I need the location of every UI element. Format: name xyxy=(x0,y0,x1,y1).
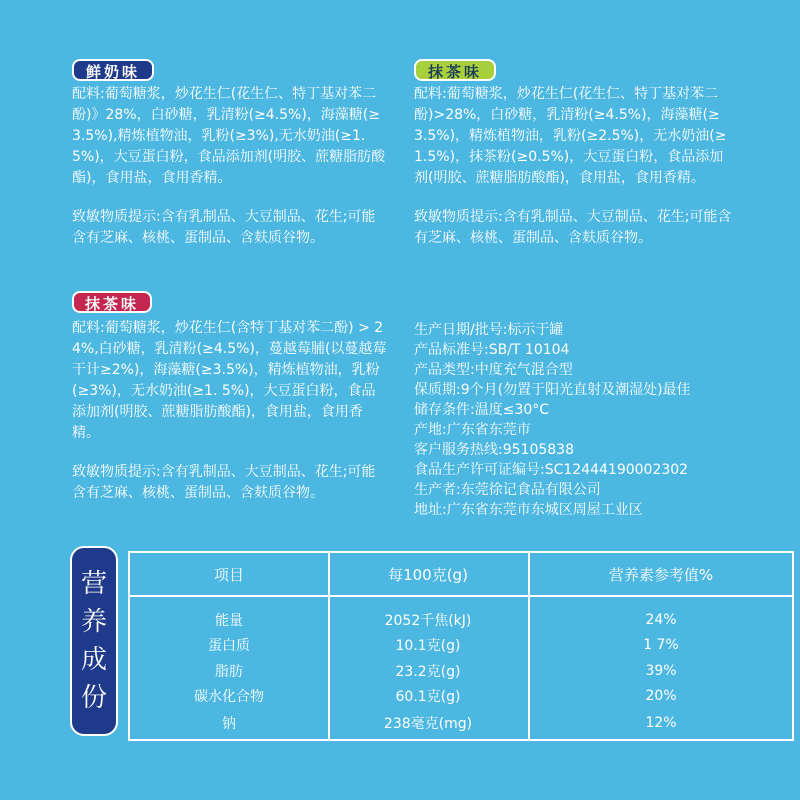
matcha-green-allergen: 致敏物质提示:含有乳制品、大豆制品、花生;可能含有芝麻、核桃、蛋制品、含麸质谷物。 xyxy=(414,209,732,246)
fresh-milk-ingredients: 配料:葡萄糖浆，炒花生仁(花生仁、特丁基对苯二酚)》28%，白砂糖，乳清粉(≥4.5%)，海藻糖(≥3.5%),精炼植物油，乳粉(≥3%),无水奶油(≥1.5%)，大豆蛋白粉，食品添加剂(明胶、蔗糖脂肪酸酯)，食用盐，食用香精。 xyxy=(72,86,386,186)
nutrient-name: 能量 xyxy=(215,613,243,629)
matcha-red-allergen: 致敏物质提示:含有乳制品、大豆制品、花生;可能含有芝麻、核桃、蛋制品、含麸质谷物。 xyxy=(72,464,376,501)
matcha-green-text-block xyxy=(414,84,732,249)
fresh-milk-allergen: 致敏物质提示:含有乳制品、大豆制品、花生;可能含有芝麻、核桃、蛋制品、含麸质谷物。 xyxy=(72,209,376,246)
production-date: 生产日期/批号:标示于罐 xyxy=(414,322,564,338)
nutrient-nrv: 39% xyxy=(645,663,677,679)
nutrient-per100: 10.1克(g) xyxy=(395,638,461,654)
nutrition-label-char: 份 xyxy=(80,683,107,713)
nutrition-label-char: 养 xyxy=(80,607,107,637)
address: 地址:广东省东莞市东城区周屋工业区 xyxy=(414,502,643,518)
flavor-badge-fresh-milk: 鲜奶味 xyxy=(72,59,154,81)
storage-conditions: 储存条件:温度≤30°C xyxy=(414,402,550,418)
nutrient-name: 钠 xyxy=(222,716,236,732)
nutrient-per100: 238毫克(mg) xyxy=(383,716,473,732)
shelf-life: 保质期:9个月(勿置于阳光直射及潮湿处)最佳 xyxy=(414,382,691,398)
nutrient-nrv: 12% xyxy=(645,715,677,731)
matcha-red-ingredients: 配料:葡萄糖浆，炒花生仁(含特丁基对苯二酚) > 24%,白砂糖，乳清粉(≥4.5%)，蔓越莓脯(以蔓越莓干计≥2%)，海藻糖(≥3.5%)，精炼植物油，乳粉(≥3%)，无水奶油(≥1. 5%)，大豆蛋白粉，食品添加剂(明胶、蔗糖脂肪酸酯)，食用盐，食用香精。 xyxy=(72,320,387,441)
nutrient-nrv: 24% xyxy=(645,612,677,628)
fresh-milk-text-block xyxy=(72,84,388,249)
header-nrv: 营养素参考值% xyxy=(608,566,714,584)
customer-hotline: 客户服务热线:95105838 xyxy=(414,442,574,458)
production-license: 食品生产许可证编号:SC12444190002302 xyxy=(414,462,689,478)
flavor-badge-matcha-green: 抹茶味 xyxy=(414,59,496,81)
matcha-red-text-block xyxy=(72,318,388,504)
header-per100: 每100克(g) xyxy=(388,566,468,584)
origin: 产地:广东省东莞市 xyxy=(414,422,531,438)
nutrition-label xyxy=(70,546,118,736)
nutrient-name: 脂肪 xyxy=(215,664,243,680)
product-type: 产品类型:中度充气混合型 xyxy=(414,362,573,378)
nutrition-label-char: 营 xyxy=(80,569,107,599)
product-standard: 产品标准号:SB/T 10104 xyxy=(414,342,570,358)
nutrition-table-header xyxy=(130,553,792,597)
header-item: 项目 xyxy=(213,566,244,584)
nutrient-name: 蛋白质 xyxy=(208,638,250,654)
nutrient-name: 碳水化合物 xyxy=(194,689,264,705)
producer: 生产者:东莞徐记食品有限公司 xyxy=(414,482,601,498)
nutrition-table xyxy=(128,551,794,741)
nutrition-label-char: 成 xyxy=(80,645,107,675)
product-info-block xyxy=(414,320,784,520)
nutrient-per100: 2052千焦(kJ) xyxy=(384,613,472,629)
nutrient-nrv: 1 7% xyxy=(643,637,679,653)
nutrient-per100: 23.2克(g) xyxy=(395,664,461,680)
flavor-badge-matcha-red: 抹茶味 xyxy=(72,291,152,313)
nutrient-per100: 60.1克(g) xyxy=(395,689,461,705)
matcha-green-ingredients: 配料:葡萄糖浆，炒花生仁(花生仁、特丁基对苯二酚)>28%，白砂糖，乳清粉(≥4.5%)，海藻糖(≥3.5%)，精炼植物油，乳粉(≥2.5%)，无水奶油(≥1.5%)，抹茶粉(≥0.5%)，大豆蛋白粉，食品添加剂(明胶、蔗糖脂肪酸酯)，食用盐，食用香精。 xyxy=(414,86,727,186)
nutrient-nrv: 20% xyxy=(645,688,677,704)
